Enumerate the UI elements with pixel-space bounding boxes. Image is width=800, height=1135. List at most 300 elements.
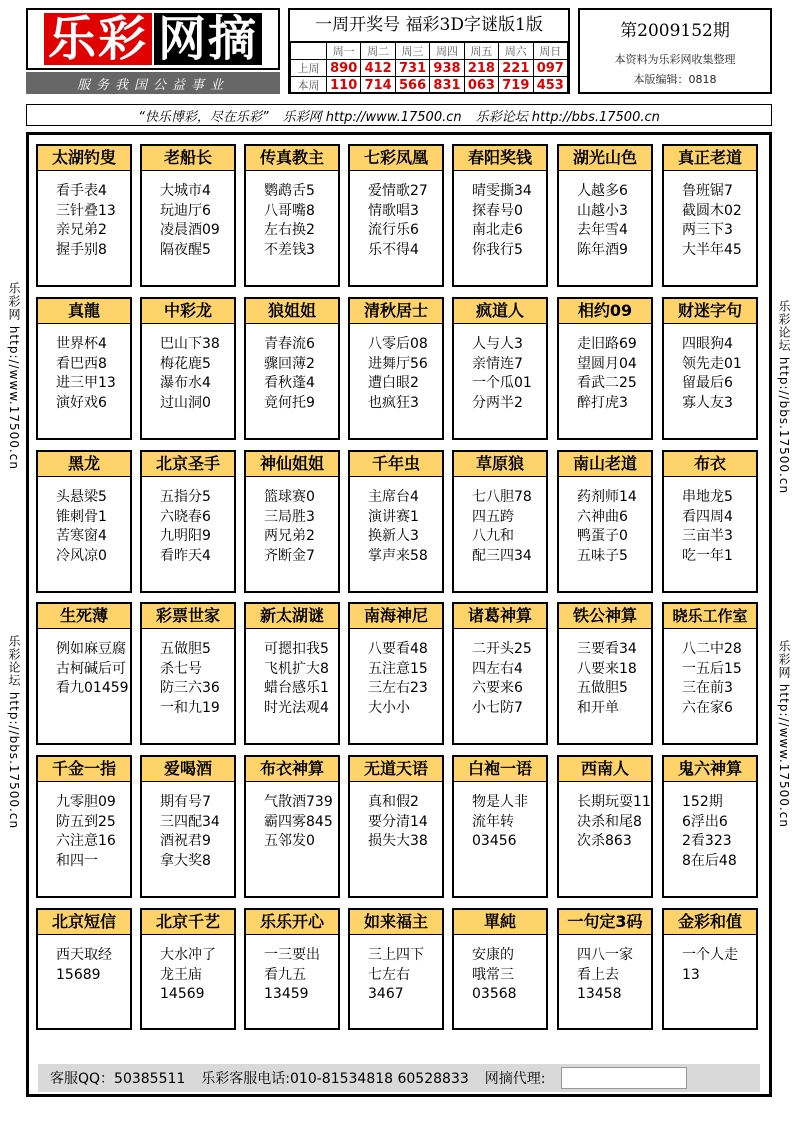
draw-number: 731 [395,60,429,77]
puzzle-card-title: 北京短信 [37,909,131,935]
puzzle-card-lines [350,182,442,260]
puzzle-card [557,908,653,1030]
puzzle-line: 看九01459 [56,680,129,696]
puzzle-card-lines [350,640,442,718]
logo [26,8,280,70]
puzzle-line: 二开头25 [472,641,532,657]
puzzle-line: 流年转 [472,813,514,830]
draw-corner [291,43,327,60]
puzzle-card-title: 真龍 [37,298,131,324]
puzzle-line: 杀七号 [160,660,202,677]
puzzle-line: 损失大38 [368,833,428,849]
puzzle-card-lines [246,335,338,413]
puzzle-card-title: 湖光山色 [558,145,652,171]
draw-number: 719 [499,77,533,94]
puzzle-line: 九明阳9 [160,528,211,544]
puzzle-card-lines [454,946,546,1005]
draw-title: 一周开奖号 福彩3D字谜版1版 [290,10,568,42]
puzzle-card-lines [559,488,651,566]
puzzle-card-lines [350,793,442,852]
puzzle-line: 流行乐6 [368,222,419,238]
puzzle-line: 爱情歌27 [368,183,428,199]
puzzle-line: 鸭蛋子0 [577,528,628,544]
puzzle-line: 03456 [472,833,517,849]
puzzle-line: 八零后08 [368,336,428,352]
puzzle-card-lines [559,335,651,413]
slogan: 服务我国公益事业 [26,72,280,94]
puzzle-card [348,908,444,1030]
puzzle-line: 六晓春6 [160,508,211,525]
issue-note: 本资料为乐彩网收集整理 [614,53,736,66]
puzzle-card [244,755,340,898]
puzzle-card-lines [142,335,234,413]
puzzle-line: 五做胆5 [577,680,628,696]
draw-number: 063 [464,77,498,94]
puzzle-card-lines [246,640,338,718]
puzzle-card-title: 老船长 [141,145,235,171]
footer-qq: 客服QQ：50385511 [50,1071,186,1087]
puzzle-line: 截圆木02 [682,202,742,219]
puzzle-line: 冷风凉0 [56,547,107,564]
puzzle-card-lines [38,488,130,566]
puzzle-line: 决杀和尾8 [577,813,642,830]
puzzle-line: 乐不得4 [368,241,419,258]
footer-bar [38,1064,760,1092]
puzzle-card-lines [664,182,756,260]
puzzle-line: 药剂师14 [577,489,637,505]
puzzle-line: 人越多6 [577,183,628,199]
puzzle-line: 分两半2 [472,394,523,411]
banner [26,104,772,126]
puzzle-line: 进舞厅56 [368,355,428,372]
puzzle-line: 主席台4 [368,489,419,505]
puzzle-card [244,908,340,1030]
puzzle-line: 龙王庙 [160,966,202,983]
puzzle-line: 七八胆78 [472,489,532,505]
side-text-right-top: 乐彩论坛 http://bbs.17500.cn [777,300,791,495]
puzzle-line: 寡人友3 [682,394,733,411]
draw-number: 890 [327,60,361,77]
puzzle-line: 领先走01 [682,355,742,372]
puzzle-card-lines [350,335,442,413]
day-header: 周六 [499,43,533,60]
puzzle-card-title: 鬼六神算 [663,756,757,782]
puzzle-card-title: 神仙姐姐 [245,451,339,477]
puzzle-card-lines [664,793,756,871]
puzzle-card [348,450,444,593]
puzzle-line: 六神曲6 [577,508,628,525]
puzzle-card-title: 七彩凤凰 [349,145,443,171]
puzzle-line: 三四配34 [160,813,220,830]
puzzle-line: 一个人走 [682,947,738,963]
puzzle-line: 锥刺骨1 [56,508,107,525]
puzzle-card-title: 白袍一语 [453,756,547,782]
puzzle-card [348,297,444,440]
puzzle-card [662,755,758,898]
day-header: 周日 [533,43,567,60]
puzzle-line: 也疯狂3 [368,394,419,411]
puzzle-line: 一个瓜01 [472,375,532,391]
puzzle-line: 看巴西8 [56,355,107,372]
side-text-left-bottom: 乐彩论坛 http://bbs.17500.cn [7,635,21,830]
draw-days-row [291,43,568,60]
puzzle-card-title: 千年虫 [349,451,443,477]
puzzle-card-lines [664,488,756,566]
puzzle-line: 3467 [368,986,404,1002]
puzzle-line: 15689 [56,966,101,983]
puzzle-card [662,602,758,745]
puzzle-card-title: 新太湖谜 [245,603,339,629]
puzzle-line: 八要看48 [368,641,428,657]
puzzle-card-title: 北京圣手 [141,451,235,477]
footer-agent-label: 网摘代理: [484,1071,546,1087]
puzzle-card [36,450,132,593]
puzzle-card [36,297,132,440]
draw-number: 714 [361,77,395,94]
puzzle-card-lines [38,182,130,260]
puzzle-card-title: 北京千艺 [141,909,235,935]
puzzle-card [348,602,444,745]
puzzle-line: 醉打虎3 [577,394,628,411]
puzzle-line: 演好戏6 [56,394,107,411]
puzzle-line: 物是人非 [472,794,528,810]
puzzle-card-title: 西南人 [558,756,652,782]
draw-number: 218 [464,60,498,77]
puzzle-line: 看手表4 [56,183,107,199]
puzzle-card [140,450,236,593]
puzzle-line: 六要来6 [472,680,523,696]
puzzle-line: 不差钱3 [264,241,315,258]
puzzle-card-title: 相约09 [558,298,652,324]
puzzle-line: 七左右 [368,966,410,983]
puzzle-card-title: 疯道人 [453,298,547,324]
puzzle-line: 防三六36 [160,680,220,696]
puzzle-line: 三局胜3 [264,508,315,525]
puzzle-line: 四八一家 [577,947,633,963]
puzzle-line: 巴山下38 [160,336,220,352]
puzzle-line: 例如麻豆腐 [56,641,126,657]
draw-table [290,42,568,94]
puzzle-line: 留最后6 [682,375,733,391]
puzzle-line: 看四周4 [682,508,733,525]
puzzle-line: 大半年45 [682,241,742,258]
puzzle-line: 八哥嘴8 [264,202,315,219]
puzzle-line: 苦寒窗4 [56,528,107,544]
puzzle-card-lines [664,335,756,413]
puzzle-card-lines [142,793,234,871]
puzzle-card [348,144,444,287]
puzzle-card-lines [142,946,234,1005]
puzzle-card-lines [559,182,651,260]
side-text-left-top: 乐彩网 http://www.17500.cn [7,282,21,470]
puzzle-line: 晴雯撕34 [472,183,532,199]
puzzle-line: 瀑布水4 [160,375,211,391]
puzzle-line: 凌晨酒09 [160,222,220,238]
day-header: 周四 [430,43,464,60]
puzzle-line: 世界杯4 [56,336,107,352]
puzzle-card [244,297,340,440]
puzzle-line: 期有号7 [160,794,211,810]
puzzle-line: 陈年酒9 [577,241,628,258]
weekly-draw-panel [288,8,570,94]
puzzle-card-lines [38,793,130,871]
puzzle-line: 掌声来58 [368,547,428,564]
puzzle-line: 六在家6 [682,699,733,716]
puzzle-line: 四眼狗4 [682,336,733,352]
puzzle-line: 左右换2 [264,222,315,238]
puzzle-card [244,450,340,593]
puzzle-line: 大小小 [368,699,410,716]
puzzle-line: 青春流6 [264,336,315,352]
puzzle-line: 五味子5 [577,547,628,564]
puzzle-line: 五做胆5 [160,641,211,657]
puzzle-line: 和开单 [577,699,619,716]
puzzle-card-title: 草原狼 [453,451,547,477]
puzzle-card [557,297,653,440]
puzzle-card [662,450,758,593]
puzzle-line: 八二中28 [682,641,742,657]
puzzle-card-title: 布衣神算 [245,756,339,782]
puzzle-card-lines [350,488,442,566]
puzzle-line: 串地龙5 [682,489,733,505]
puzzle-card [36,908,132,1030]
puzzle-line: 你我行5 [472,241,523,258]
puzzle-card [140,908,236,1030]
puzzle-card-lines [38,640,130,699]
puzzle-card-lines [559,793,651,852]
puzzle-card-title: 爱喝酒 [141,756,235,782]
puzzle-line: 看上去 [577,966,619,983]
puzzle-line: 走旧路69 [577,336,637,352]
puzzle-card-title: 一句定3码 [558,909,652,935]
puzzle-line: 152期 [682,794,723,810]
puzzle-line: 03568 [472,986,517,1002]
banner-quote: “快乐博彩，尽在乐彩” [138,109,269,125]
puzzle-line: 酒祝君9 [160,833,211,849]
puzzle-line: 三针叠13 [56,202,116,219]
puzzle-card-title: 铁公神算 [558,603,652,629]
puzzle-card-lines [246,793,338,852]
puzzle-card-title: 布衣 [663,451,757,477]
puzzle-line: 亲情连7 [472,355,523,372]
puzzle-card [452,297,548,440]
puzzle-line: 看昨天4 [160,547,211,564]
puzzle-line: 玩迪厅6 [160,202,211,219]
puzzle-line: 一三要出 [264,947,320,963]
puzzle-card [140,755,236,898]
puzzle-card-lines [454,182,546,260]
puzzle-line: 和四一 [56,852,98,869]
puzzle-line: 看秋蓬4 [264,375,315,391]
puzzle-line: 三在前3 [682,680,733,696]
day-header: 周三 [395,43,429,60]
puzzle-line: 两三下3 [682,222,733,238]
puzzle-line: 篮球赛0 [264,489,315,505]
banner-site-link[interactable]: 乐彩网 http://www.17500.cn [282,109,462,125]
puzzle-line: 换新人3 [368,528,419,544]
puzzle-card-title: 單純 [453,909,547,935]
puzzle-card-title: 春阳奖钱 [453,145,547,171]
puzzle-card-lines [559,640,651,718]
puzzle-line: 真和假2 [368,794,419,810]
puzzle-card-title: 彩票世家 [141,603,235,629]
puzzle-line: 大城市4 [160,183,211,199]
puzzle-card-title: 千金一指 [37,756,131,782]
puzzle-line: 进三甲13 [56,375,116,391]
puzzle-line: 6浮出6 [682,813,728,830]
puzzle-card [662,908,758,1030]
puzzle-card [348,755,444,898]
puzzle-card-title: 太湖钓叟 [37,145,131,171]
puzzle-card [140,297,236,440]
issue-panel [578,8,772,94]
puzzle-card-title: 乐乐开心 [245,909,339,935]
puzzle-card [557,144,653,287]
puzzle-card-title: 如来福主 [349,909,443,935]
puzzle-line: 长期玩耍11 [577,794,651,810]
puzzle-card [452,602,548,745]
puzzle-card-title: 财迷字句 [663,298,757,324]
puzzle-line: 14569 [160,986,205,1002]
puzzle-line: 防五到25 [56,813,116,830]
draw-number: 221 [499,60,533,77]
puzzle-card-lines [664,946,756,985]
puzzle-card [452,450,548,593]
puzzle-line: 遭白眼2 [368,375,419,391]
puzzle-line: 古柯碱后可 [56,660,126,677]
puzzle-line: 过山洞0 [160,394,211,411]
puzzle-line: 三上四下 [368,947,424,963]
side-text-right-bottom: 乐彩网 http://www.17500.cn [777,640,791,828]
puzzle-line: 去年雪4 [577,222,628,238]
puzzle-line: 一五后15 [682,660,742,677]
puzzle-card-title: 生死薄 [37,603,131,629]
puzzle-card-lines [246,946,338,1005]
puzzle-line: 探春号0 [472,202,523,219]
puzzle-card-title: 黑龙 [37,451,131,477]
puzzle-line: 五指分5 [160,489,211,505]
footer-phone: 乐彩客服电话:010-81534818 60528833 [201,1071,469,1087]
puzzle-card-lines [664,640,756,718]
puzzle-line: 齐断金7 [264,547,315,564]
puzzle-line: 次杀863 [577,833,632,849]
puzzle-line: 配三四34 [472,547,532,564]
puzzle-card-title: 南山老道 [558,451,652,477]
puzzle-line: 五邻发0 [264,833,315,849]
puzzle-line: 两兄弟2 [264,528,315,544]
puzzle-card [557,755,653,898]
draw-number: 566 [395,77,429,94]
puzzle-card-title: 清秋居士 [349,298,443,324]
puzzle-line: 飞机扩大8 [264,660,329,677]
puzzle-card-lines [454,640,546,718]
puzzle-card-lines [38,946,130,985]
puzzle-card-lines [142,488,234,566]
puzzle-line: 13459 [264,986,309,1002]
puzzle-card-title: 无道天语 [349,756,443,782]
puzzle-line: 人与人3 [472,336,523,352]
puzzle-line: 四左右4 [472,660,523,677]
puzzle-line: 小七防7 [472,699,523,716]
puzzle-line: 大水冲了 [160,947,216,963]
puzzle-grid [26,132,772,1097]
logo-part-1: 乐彩 [44,13,152,65]
puzzle-line: 要分清14 [368,813,428,830]
puzzle-card-title: 传真教主 [245,145,339,171]
puzzle-line: 看九五 [264,966,306,983]
puzzle-line: 安康的 [472,947,514,963]
draw-row-this-week [291,77,568,94]
day-header: 周五 [464,43,498,60]
puzzle-line: 五注意15 [368,660,428,677]
puzzle-card-lines [246,488,338,566]
puzzle-line: 鲁班锯7 [682,183,733,199]
puzzle-line: 望圆月04 [577,355,637,372]
puzzle-card-title: 南海神尼 [349,603,443,629]
puzzle-line: 演讲赛1 [368,508,419,525]
draw-number: 938 [430,60,464,77]
puzzle-line: 握手别8 [56,241,107,258]
puzzle-line: 南北走6 [472,222,523,238]
puzzle-line: 竟何托9 [264,394,315,411]
puzzle-card [244,602,340,745]
puzzle-line: 三左右23 [368,680,428,696]
puzzle-line: 三亩半3 [682,528,733,544]
puzzle-card [662,297,758,440]
puzzle-line: 拿大奖8 [160,852,211,869]
puzzle-card [244,144,340,287]
puzzle-line: 情歌唱3 [368,202,419,219]
banner-forum-link[interactable]: 乐彩论坛 http://bbs.17500.cn [475,109,660,125]
puzzle-card [36,602,132,745]
puzzle-card [140,602,236,745]
issue-number: 第2009152期 [620,21,730,41]
draw-number: 453 [533,77,567,94]
puzzle-line: 八九和 [472,528,514,544]
puzzle-card [36,755,132,898]
puzzle-line: 亲兄弟2 [56,222,107,238]
puzzle-card-lines [454,793,546,852]
puzzle-card-title: 晓乐工作室 [663,603,757,629]
puzzle-card-lines [454,488,546,566]
puzzle-line: 头悬梁5 [56,489,107,505]
puzzle-line: 可摁扣我5 [264,641,329,657]
draw-row-last-week [291,60,568,77]
puzzle-line: 四五跨 [472,508,514,525]
puzzle-card [452,144,548,287]
puzzle-line: 八要来18 [577,660,637,677]
day-header: 周二 [361,43,395,60]
puzzle-line: 骤回薄2 [264,355,315,372]
puzzle-line: 气散酒739 [264,794,333,810]
puzzle-line: 13 [682,966,700,983]
puzzle-line: 梅花鹿5 [160,355,211,372]
puzzle-card [557,602,653,745]
puzzle-card-lines [142,640,234,718]
logo-part-2: 网摘 [154,13,262,65]
puzzle-card-title: 真正老道 [663,145,757,171]
draw-number: 412 [361,60,395,77]
footer-agent-box [561,1067,687,1089]
puzzle-line: 时光法观4 [264,699,329,716]
row-label: 上周 [291,60,327,77]
puzzle-card-lines [350,946,442,1005]
puzzle-card [452,908,548,1030]
puzzle-line: 鹦鹉舌5 [264,183,315,199]
puzzle-line: 霸四雾845 [264,813,333,830]
puzzle-card-title: 诸葛神算 [453,603,547,629]
puzzle-card [452,755,548,898]
